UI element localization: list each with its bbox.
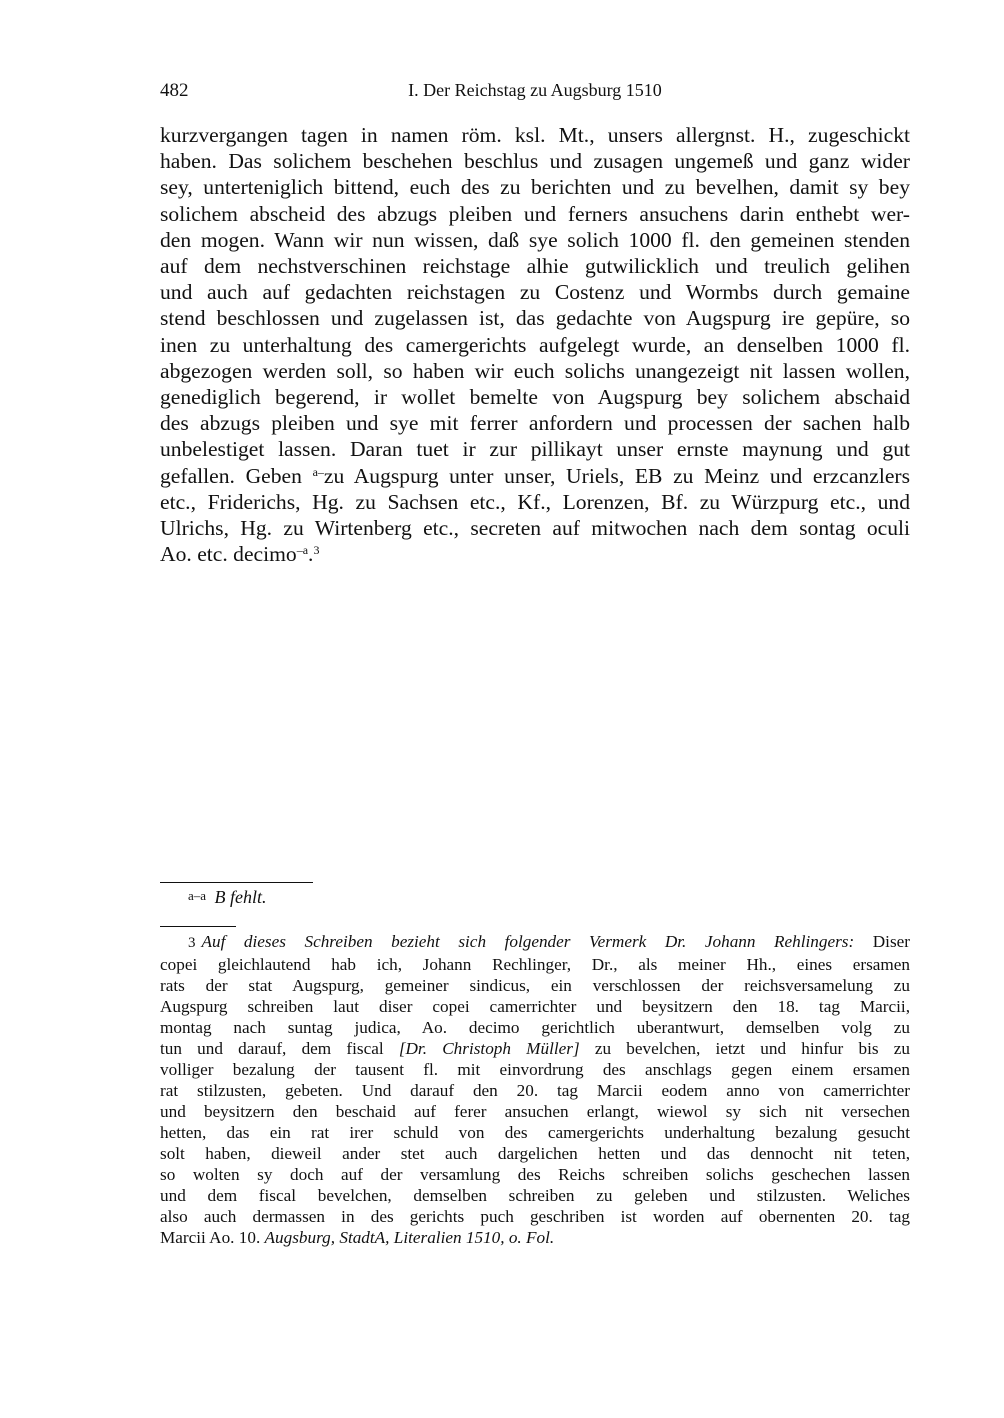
text-line: solichem abscheid des abzugs pleiben und ferners ansuchens darin enthebt wer- xyxy=(160,201,910,226)
footnote-line: Augspurg schreiben laut diser copei camerrichter und beysitzern den 18. tag Marcii, xyxy=(160,997,910,1016)
text-line xyxy=(160,463,910,489)
footnote-3 xyxy=(160,931,910,1248)
footnote-line: rat stilzusten, gebeten. Und darauf den 20. tag Marcii eodem anno von camerrichter xyxy=(160,1081,910,1100)
footnote-italic: [Dr. Christoph Müller] xyxy=(398,1039,580,1058)
page-number: 482 xyxy=(160,80,189,101)
footnote-text: B fehlt. xyxy=(214,887,267,907)
footnote-line xyxy=(160,1227,910,1248)
text-segment: tun und darauf, dem fiscal xyxy=(160,1039,399,1058)
footnote-variant xyxy=(188,887,267,908)
footnote-rule xyxy=(160,882,313,883)
text-segment: zu bevelchen, ietzt und hinfur bis zu xyxy=(579,1039,910,1058)
text-line: auf dem nechstverschinen reichstage alhie gutwilicklich und treulich gelihen xyxy=(160,254,910,279)
text-line: stend beschlossen und zugelassen ist, das gedachte von Augspurg ire gepüre, so xyxy=(160,306,910,331)
footnote-line: so wolten sy doch auf der versamlung des Reichs schreiben solichs geschechen lassen xyxy=(160,1165,910,1184)
text-line xyxy=(160,541,910,567)
footnote-line xyxy=(160,931,910,954)
text-segment: Ao. etc. decimo xyxy=(160,542,297,567)
main-text xyxy=(160,122,910,567)
text-line: kurzvergangen tagen in namen röm. ksl. Mt., unsers allergnst. H., zugeschickt xyxy=(160,123,910,147)
variant-mark-open: a– xyxy=(312,464,324,479)
footnote-line: volliger bezalung der tausent fl. mit einvordrung des anschlags gegen einem ersamen xyxy=(160,1060,910,1079)
footnote-line: copei gleichlautend hab ich, Johann Rechlinger, Dr., als meiner Hh., eines ersamen xyxy=(160,955,910,974)
text-segment: gefallen. Geben xyxy=(160,463,313,488)
text-line: inen zu unterhaltung des camergerichts aufgelegt wurde, an denselben 1000 fl. xyxy=(160,332,910,357)
variant-mark-close: –a xyxy=(296,543,309,558)
text-segment: . xyxy=(308,542,314,567)
text-line: Ulrichs, Hg. zu Wirtenberg etc., secreten auf mitwochen nach dem sontag oculi xyxy=(160,516,910,541)
footnote-line: hetten, das ein rat irer schuld von des camergerichts underhaltung bezalung gesucht xyxy=(160,1123,910,1142)
page-header xyxy=(160,80,910,108)
footnote-line: montag nach suntag judica, Ao. decimo gerichtlich uberantwurt, demselben volg zu xyxy=(160,1018,910,1037)
footnote-line: also auch dermassen in des gerichts puch geschriben ist worden auf obernenten 20. tag xyxy=(160,1207,910,1226)
footnote-italic: Auf dieses Schreiben bezieht sich folgender Vermerk Dr. Johann Rehlingers: xyxy=(201,932,855,951)
text-line: etc., Friderichs, Hg. zu Sachsen etc., Kf., Lorenzen, Bf. zu Würzpurg etc., und xyxy=(160,489,910,514)
footnote-line: solt haben, dieweil ander stet auch dargelichen hetten und das dennocht nit teten, xyxy=(160,1144,910,1163)
footnote-line: und beysitzern den beschaid auf ferer ansuchen erlangt, wiewol sy sich nit versechen xyxy=(160,1102,910,1121)
text-line: abgezogen werden soll, so haben wir euch solichs unangezeigt nit lassen wollen, xyxy=(160,358,910,383)
footnote-italic: Augsburg, StadtA, Literalien 1510, o. Fol. xyxy=(264,1228,555,1247)
footnote-mark: 3 xyxy=(188,935,196,951)
text-line: haben. Das solichem beschehen beschlus und zusagen ungemeß und ganz wider xyxy=(160,149,910,174)
text-line: sey, unterteniglich bittend, euch des zu berichten und zu bevelhen, damit sy bey xyxy=(160,175,910,200)
running-title: I. Der Reichstag zu Augsburg 1510 xyxy=(408,80,662,100)
text-segment: Marcii Ao. 10. xyxy=(160,1228,265,1247)
footnote-ref: 3 xyxy=(313,543,320,558)
footnote-line xyxy=(160,1038,910,1059)
footnote-mark: a–a xyxy=(188,888,207,903)
text-line: des abzugs pleiben und sye mit ferrer anfordern und processen der sachen halb xyxy=(160,411,910,436)
footnote-line: und dem fiscal bevelchen, demselben schreiben zu geleben und stilzusten. Weliches xyxy=(160,1186,910,1205)
text-line: und auch auf gedachten reichstagen zu Costenz und Wormbs durch gemaine xyxy=(160,280,910,305)
text-segment: Diser xyxy=(854,932,910,951)
footnote-line: rats der stat Augspurg, gemeiner sindicus, ein verschlossen der reichsversamelung zu xyxy=(160,976,910,995)
text-line: unbelestiget lassen. Daran tuet ir zur pillikayt unser ernste maynung und gut xyxy=(160,437,910,462)
footnote-rule xyxy=(160,926,236,927)
text-segment: zu Augspurg unter unser, Uriels, EB zu Meinz und erzcanzlers xyxy=(323,463,910,488)
text-line: genediglich begerend, ir wollet bemelte von Augspurg bey solichem abschaid xyxy=(160,385,910,410)
text-line: den mogen. Wann wir nun wissen, daß sye solich 1000 fl. den gemeinen stenden xyxy=(160,227,910,252)
